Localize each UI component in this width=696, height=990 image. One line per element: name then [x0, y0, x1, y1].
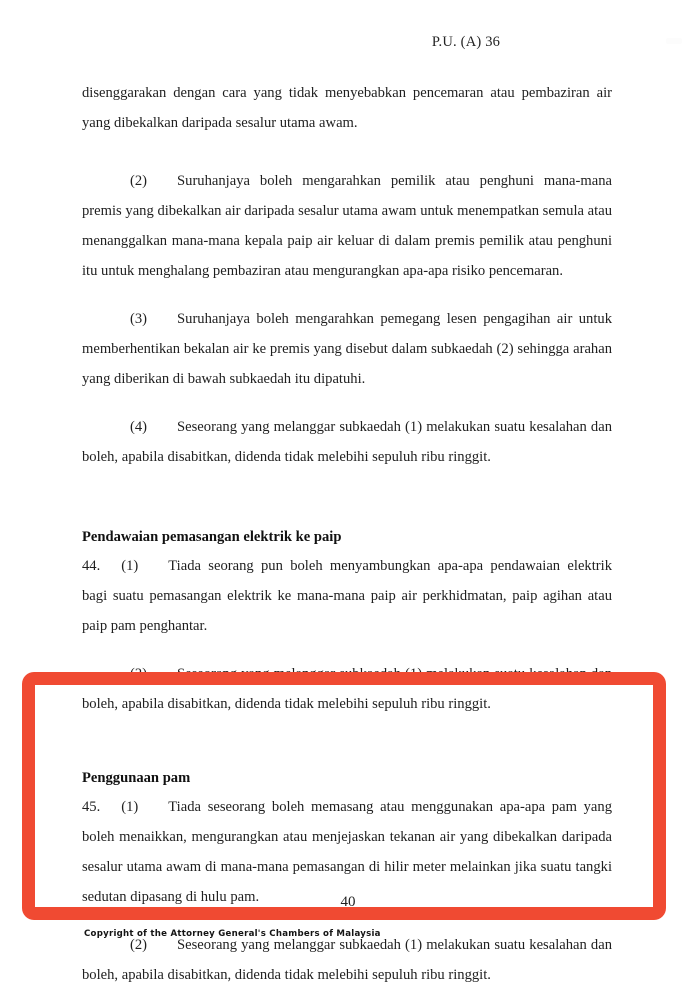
- subsection-number: (2): [130, 666, 148, 682]
- section-spacer: [82, 472, 612, 524]
- subsection-text: Seseorang yang melanggar subkaedah (1) melakukan suatu kesalahan dan boleh, apabila disabitkan, didenda tidak melebihi sepuluh ribu ringgit.: [82, 937, 612, 983]
- paragraph-spacer: [82, 286, 612, 304]
- paragraph-subsection-3: [82, 304, 612, 394]
- subsection-number: (2): [130, 937, 148, 953]
- running-header: [0, 34, 696, 51]
- section-spacer: [82, 719, 612, 765]
- section-number: 45.: [82, 799, 101, 815]
- paragraph-spacer: [82, 641, 612, 659]
- section-44-heading: Pendawaian pemasangan elektrik ke paip: [82, 529, 342, 545]
- running-header-text: P.U. (A) 36: [431, 34, 501, 50]
- subsection-text: Tiada seorang pun boleh menyambungkan apa-apa pendawaian elektrik bagi suatu pemasangan elektrik ke mana-mana paip air perkhidmatan, paip agihan atau paip pam penghantar.: [82, 558, 612, 634]
- section-45-heading: Penggunaan pam: [82, 770, 191, 786]
- section-44-subsection-2: [82, 659, 612, 719]
- subsection-number: (4): [130, 419, 148, 435]
- paragraph-subsection-4: [82, 412, 612, 472]
- paragraph-subsection-2: [82, 166, 612, 286]
- page-number: 40: [340, 894, 356, 910]
- section-45-subsection-2: [82, 930, 612, 990]
- subsection-number: (3): [130, 311, 148, 327]
- subsection-text: Seseorang yang melanggar subkaedah (1) melakukan suatu kesalahan dan boleh, apabila disabitkan, didenda tidak melebihi sepuluh ribu ringgit.: [82, 419, 612, 465]
- section-44-subsection-1: [82, 551, 612, 641]
- subsection-text: Suruhanjaya boleh mengarahkan pemilik atau penghuni mana-mana premis yang dibekalkan air daripada sesalur utama awam untuk menempatkan semula atau menanggalkan mana-mana kepala paip air keluar di dalam premis pemilik atau penghuni itu untuk menghalang pembaziran atau mengurangkan apa-apa risiko pencemaran.: [82, 173, 612, 279]
- paragraph-spacer: [82, 912, 612, 930]
- subsection-number: (2): [130, 173, 148, 189]
- paragraph-spacer: [82, 394, 612, 412]
- paragraph-continuation: disenggarakan dengan cara yang tidak menyebabkan pencemaran atau pembaziran air yang dibekalkan daripada sesalur utama awam.: [82, 85, 612, 131]
- subsection-text: Suruhanjaya boleh mengarahkan pemegang lesen pengagihan air untuk memberhentikan bekalan air ke premis yang disebut dalam subkaedah (2) sehingga arahan yang diberikan di bawah subkaedah itu dipatuhi.: [82, 311, 612, 387]
- copyright-notice: Copyright of the Attorney General's Chambers of Malaysia: [84, 929, 381, 939]
- scan-artifact-mark: [666, 38, 682, 44]
- section-number: 44.: [82, 558, 101, 574]
- subsection-number: (1): [121, 558, 139, 574]
- subsection-number: (1): [121, 799, 139, 815]
- subsection-text: Tiada seseorang boleh memasang atau menggunakan apa-apa pam yang boleh menaikkan, mengurangkan atau menjejaskan tekanan air yang dibekalkan daripada sesalur utama awam di mana-mana pemasangan di hilir meter melainkan jika suatu tangki sedutan dipasang di hulu pam.: [82, 799, 612, 905]
- document-body: [82, 78, 612, 990]
- subsection-text: Seseorang yang melanggar subkaedah (1) melakukan suatu kesalahan dan boleh, apabila disabitkan, didenda tidak melebihi sepuluh ribu ringgit.: [82, 666, 612, 712]
- paragraph-spacer: [82, 138, 612, 166]
